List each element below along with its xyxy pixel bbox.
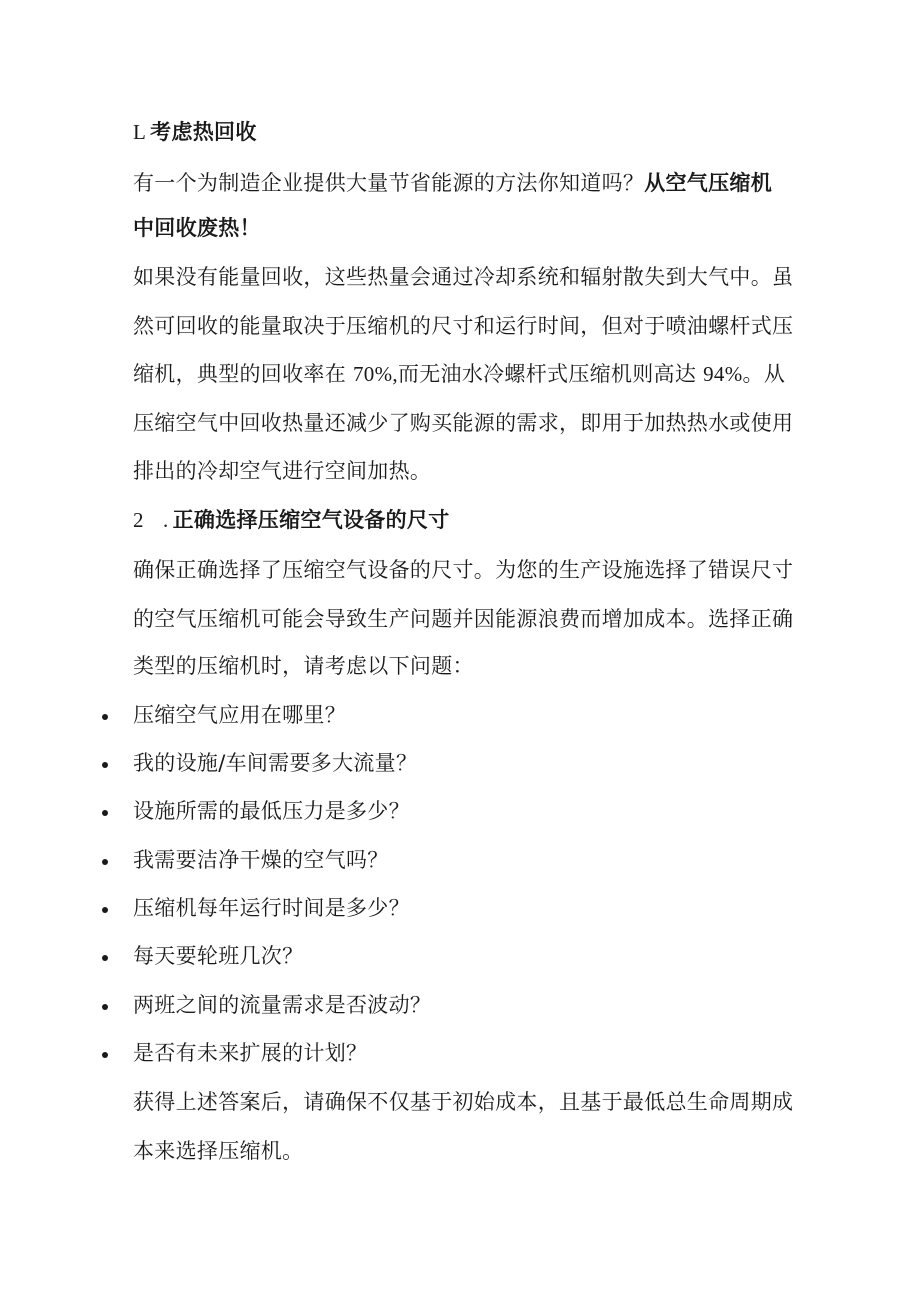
paragraph-text: 获得上述答案后，请确保不仅基于初始成本，且基于最低总生命周期成 — [133, 1090, 794, 1114]
bullet-icon — [102, 1004, 108, 1010]
section-1-paragraph-2-line-3 — [133, 359, 785, 389]
paragraph-text: 本来选择压缩机。 — [133, 1139, 304, 1163]
section-2-separator: . — [163, 508, 169, 532]
section-1-paragraph-2-line-4 — [133, 408, 793, 438]
section-1-heading — [133, 117, 257, 147]
list-item-text: 两班之间的流量需求是否波动？ — [133, 993, 432, 1017]
list-item-text: 设施所需的最低压力是多少？ — [133, 799, 410, 823]
bullet-icon — [102, 762, 108, 768]
bullet-icon — [102, 907, 108, 913]
list-item-text: 我需要洁净干燥的空气吗？ — [133, 848, 389, 872]
section-1-paragraph-2-line-1 — [133, 262, 793, 292]
paragraph-text: 的空气压缩机可能会导致生产问题并因能源浪费而增加成本。选择正确 — [133, 607, 794, 631]
section-2-number: 2 — [133, 508, 144, 532]
bullet-icon — [102, 955, 108, 961]
section-2-paragraph-line-3 — [133, 651, 474, 681]
section-2-heading — [133, 505, 450, 535]
paragraph-text: 如果没有能量回收，这些热量会通过冷却系统和辐射散失到大气中。虽 — [133, 265, 794, 289]
paragraph-emphasis: 从空气压缩机 — [644, 171, 773, 195]
section-2-paragraph-line-1 — [133, 555, 793, 585]
section-2-paragraph-line-2 — [133, 604, 793, 634]
list-item-text: 每天要轮班几次？ — [133, 944, 304, 968]
list-item-text: 压缩机每年运行时间是多少？ — [133, 896, 410, 920]
paragraph-text: 有一个为制造企业提供大量节省能源的方法你知道吗？ — [133, 171, 645, 195]
paragraph-text: 类型的压缩机时，请考虑以下问题： — [133, 654, 474, 678]
section-1-paragraph-2-line-2 — [133, 311, 793, 341]
section-1-number: L — [133, 120, 147, 144]
section-1-paragraph-2-line-5 — [133, 456, 431, 486]
bullet-icon — [102, 859, 108, 865]
paragraph-text: 缩机，典型的回收率在 — [133, 362, 353, 386]
section-1-title: 考虑热回收 — [150, 120, 257, 144]
paragraph-text: 压缩空气中回收热量还减少了购买能源的需求，即用于加热热水或使用 — [133, 411, 794, 435]
paragraph-text: 。从 — [742, 362, 786, 386]
paragraph-text: 而无油水冷螺杆式压缩机则高达 — [397, 362, 704, 386]
recovery-rate-oil-injected: 70%, — [352, 362, 398, 386]
list-item-text: 是否有未来扩展的计划？ — [133, 1041, 368, 1065]
paragraph-emphasis: 中回收废热！ — [133, 216, 261, 240]
section-2-title: 正确选择压缩空气设备的尺寸 — [172, 508, 450, 532]
section-1-paragraph-1-line-1 — [133, 168, 772, 198]
bullet-icon — [102, 714, 108, 720]
bullet-icon — [102, 810, 108, 816]
paragraph-text: 确保正确选择了压缩空气设备的尺寸。为您的生产设施选择了错误尺寸 — [133, 558, 794, 582]
list-item-text: 压缩空气应用在哪里？ — [133, 703, 346, 727]
closing-paragraph-line-2 — [133, 1136, 303, 1166]
section-1-paragraph-1-line-2 — [133, 213, 261, 243]
list-item-text: 我的设施/车间需要多大流量？ — [133, 751, 418, 775]
paragraph-text: 排出的冷却空气进行空间加热。 — [133, 459, 432, 483]
bullet-icon — [102, 1052, 108, 1058]
recovery-rate-oil-free: 94% — [703, 362, 743, 386]
closing-paragraph-line-1 — [133, 1087, 793, 1117]
paragraph-text: 然可回收的能量取决于压缩机的尺寸和运行时间，但对于喷油螺杆式压 — [133, 314, 794, 338]
